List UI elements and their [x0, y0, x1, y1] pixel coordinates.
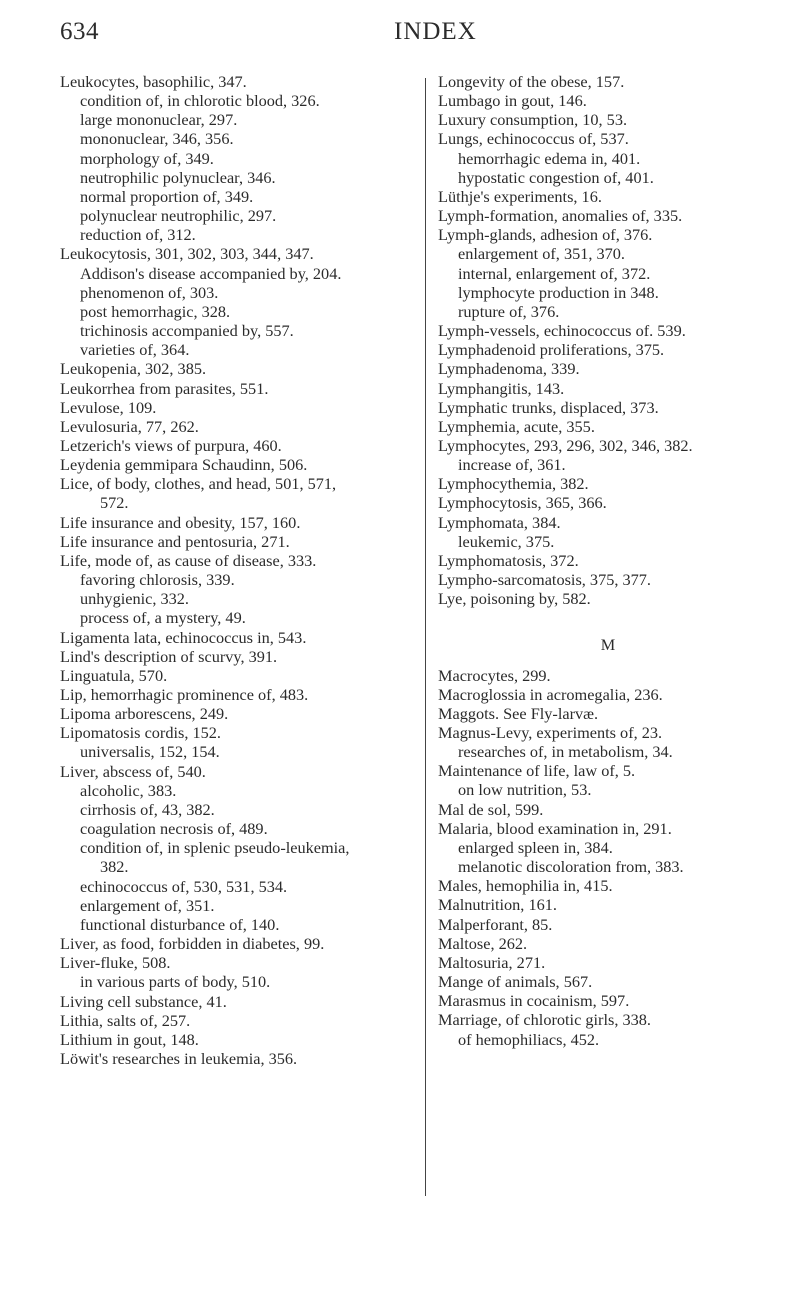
index-subentry: condition of, in splenic pseudo-leukemia, [80, 838, 350, 858]
index-subentry: post hemorrhagic, 328. [80, 301, 231, 321]
index-entry: Lind's description of scurvy, 391. [60, 646, 278, 666]
index-subentry: leukemic, 375. [458, 531, 555, 551]
index-entry: Lymphangitis, 143. [438, 378, 565, 398]
index-subentry: trichinosis accompanied by, 557. [80, 321, 294, 341]
index-entry: Marasmus in cocainism, 597. [438, 991, 630, 1011]
index-subentry: unhygienic, 332. [80, 589, 189, 609]
index-entry: Magnus-Levy, experiments of, 23. [438, 723, 663, 742]
index-entry: Life insurance and pentosuria, 271. [60, 531, 290, 551]
column-divider [425, 78, 426, 1196]
index-entry: Lymph-vessels, echinococcus of. 539. [438, 321, 686, 341]
index-continuation: 382. [100, 857, 129, 877]
index-subentry: Addison's disease accompanied by, 204. [80, 263, 342, 283]
index-subentry: alcoholic, 383. [80, 780, 177, 800]
index-entry: Lymphadenoid proliferations, 375. [438, 340, 665, 360]
index-entry: Lymphomatosis, 372. [438, 550, 579, 570]
index-entry: Liver, abscess of, 540. [60, 761, 206, 781]
index-entry: Levulosuria, 77, 262. [60, 416, 199, 436]
index-subentry: enlargement of, 351. [80, 895, 215, 915]
index-subentry: enlarged spleen in, 384. [458, 837, 613, 857]
index-subentry: condition of, in chlorotic blood, 326. [80, 91, 320, 111]
index-entry: Macrocytes, 299. [438, 665, 551, 685]
index-entry: Mal de sol, 599. [438, 799, 544, 819]
index-entry: Leydenia gemmipara Schaudinn, 506. [60, 455, 308, 475]
index-subentry: morphology of, 349. [80, 148, 214, 168]
index-entry: Lymphomata, 384. [438, 512, 561, 532]
index-subentry: large mononuclear, 297. [80, 110, 238, 130]
index-subentry: process of, a mystery, 49. [80, 608, 246, 628]
index-column-left [60, 72, 420, 1068]
index-entry: Mange of animals, 567. [438, 972, 593, 992]
index-subentry: hypostatic congestion of, 401. [458, 167, 654, 187]
index-entry: Lithia, salts of, 257. [60, 1010, 191, 1030]
index-subentry: echinococcus of, 530, 531, 534. [80, 876, 288, 896]
index-subentry: enlargement of, 351, 370. [458, 244, 625, 264]
index-subentry: internal, enlargement of, 372. [458, 263, 651, 283]
index-entry: Lymphatic trunks, displaced, 373. [438, 397, 659, 417]
index-subentry: on low nutrition, 53. [458, 780, 592, 800]
index-subentry: favoring chlorosis, 339. [80, 570, 235, 590]
index-entry: Living cell substance, 41. [60, 991, 227, 1011]
page-title: INDEX [394, 18, 477, 45]
index-entry: Levulose, 109. [60, 397, 157, 417]
index-subentry: phenomenon of, 303. [80, 282, 219, 302]
index-entry: Maggots. See Fly-larvæ. [438, 703, 599, 723]
index-entry: Leukopenia, 302, 385. [60, 359, 207, 379]
index-entry: Lymph-formation, anomalies of, 335. [438, 206, 683, 226]
index-subentry: in various parts of body, 510. [80, 972, 271, 992]
page-number: 634 [60, 18, 99, 45]
index-entry: Lice, of body, clothes, and head, 501, 571, [60, 474, 337, 494]
index-entry: Longevity of the obese, 157. [438, 72, 625, 91]
page-header [60, 18, 740, 50]
index-entry: Maltosuria, 271. [438, 952, 546, 972]
index-entry: Malperforant, 85. [438, 914, 553, 934]
index-subentry: of hemophiliacs, 452. [458, 1029, 600, 1049]
index-entry: Lüthje's experiments, 16. [438, 186, 602, 206]
index-subentry: rupture of, 376. [458, 301, 560, 321]
index-subentry: polynuclear neutrophilic, 297. [80, 206, 277, 226]
index-entry: Lumbago in gout, 146. [438, 91, 587, 111]
index-entry: Lipomatosis cordis, 152. [60, 723, 221, 743]
index-entry: Linguatula, 570. [60, 665, 168, 685]
index-entry: Marriage, of chlorotic girls, 338. [438, 1010, 651, 1030]
section-letter: M [600, 635, 616, 655]
index-entry: Lithium in gout, 148. [60, 1029, 199, 1049]
index-subentry: universalis, 152, 154. [80, 742, 220, 762]
index-subentry: increase of, 361. [458, 455, 566, 475]
index-entry: Maltose, 262. [438, 933, 528, 953]
index-entry: Liver, as food, forbidden in diabetes, 99. [60, 934, 325, 954]
index-entry: Leukocytes, basophilic, 347. [60, 72, 247, 91]
index-entry: Liver-fluke, 508. [60, 953, 171, 973]
index-subentry: cirrhosis of, 43, 382. [80, 799, 215, 819]
index-entry: Lungs, echinococcus of, 537. [438, 129, 629, 149]
index-entry: Leukocytosis, 301, 302, 303, 344, 347. [60, 244, 314, 264]
index-entry: Letzerich's views of purpura, 460. [60, 435, 282, 455]
index-entry: Malnutrition, 161. [438, 895, 557, 915]
index-subentry: hemorrhagic edema in, 401. [458, 148, 641, 168]
index-entry: Lymphemia, acute, 355. [438, 416, 595, 436]
index-subentry: neutrophilic polynuclear, 346. [80, 167, 276, 187]
index-entry: Macroglossia in acromegalia, 236. [438, 684, 663, 704]
index-entry: Lymphocythemia, 382. [438, 474, 589, 494]
index-subentry: functional disturbance of, 140. [80, 914, 280, 934]
index-subentry: normal proportion of, 349. [80, 186, 254, 206]
index-entry: Males, hemophilia in, 415. [438, 876, 613, 896]
index-entry: Lymphadenoma, 339. [438, 359, 580, 379]
index-entry: Maintenance of life, law of, 5. [438, 761, 636, 781]
index-column-right [438, 72, 778, 1049]
index-subentry: lymphocyte production in 348. [458, 282, 659, 302]
index-entry: Lipoma arborescens, 249. [60, 704, 229, 724]
index-continuation: 572. [100, 493, 129, 513]
index-subentry: researches of, in metabolism, 34. [458, 742, 673, 762]
index-subentry: reduction of, 312. [80, 225, 196, 245]
index-entry: Life, mode of, as cause of disease, 333. [60, 550, 317, 570]
index-entry: Leukorrhea from parasites, 551. [60, 378, 269, 398]
index-subentry: melanotic discoloration from, 383. [458, 857, 684, 877]
index-subentry: mononuclear, 346, 356. [80, 129, 234, 149]
index-entry: Löwit's researches in leukemia, 356. [60, 1048, 298, 1068]
index-entry: Luxury consumption, 10, 53. [438, 110, 628, 130]
index-entry: Lympho-sarcomatosis, 375, 377. [438, 570, 651, 590]
index-entry: Lymphocytes, 293, 296, 302, 346, 382. [438, 435, 693, 455]
index-entry: Lye, poisoning by, 582. [438, 589, 591, 609]
index-entry: Lip, hemorrhagic prominence of, 483. [60, 685, 309, 704]
index-subentry: varieties of, 364. [80, 340, 190, 360]
index-entry: Malaria, blood examination in, 291. [438, 818, 672, 838]
index-entry: Life insurance and obesity, 157, 160. [60, 512, 301, 532]
index-subentry: coagulation necrosis of, 489. [80, 819, 268, 839]
index-entry: Lymphocytosis, 365, 366. [438, 493, 607, 513]
index-entry: Lymph-glands, adhesion of, 376. [438, 225, 653, 245]
index-entry: Ligamenta lata, echinococcus in, 543. [60, 627, 307, 647]
